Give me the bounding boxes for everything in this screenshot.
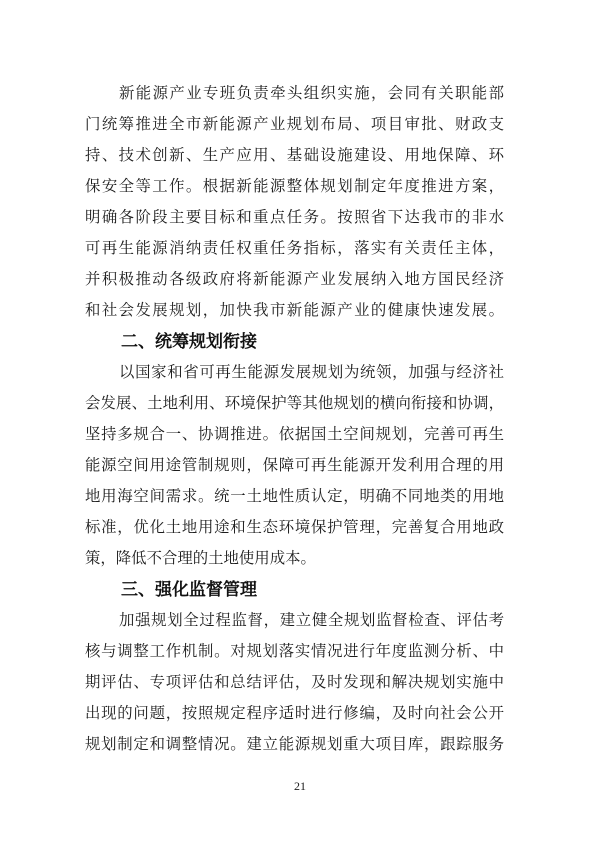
paragraph-line: 策，降低不合理的土地使用成本。 bbox=[85, 550, 316, 567]
paragraph-line: 能源空间用途管制规则，保障可再生能源开发利用合理的用 bbox=[85, 457, 504, 474]
paragraph-line: 保安全等工作。根据新能源整体规划制定年度推进方案， bbox=[85, 178, 504, 195]
paragraph-line: 以国家和省可再生能源发展规划为统领，加强与经济社 bbox=[119, 364, 504, 381]
paragraph-line: 可再生能源消纳责任权重任务指标，落实有关责任主体， bbox=[85, 240, 504, 257]
paragraph-line: 标准，优化土地用途和生态环境保护管理，完善复合用地政 bbox=[85, 519, 504, 536]
paragraph-line: 会发展、土地利用、环境保护等其他规划的横向衔接和协调， bbox=[85, 395, 504, 412]
section-heading: 三、强化监督管理 bbox=[121, 580, 257, 599]
paragraph-line: 和社会发展规划，加快我市新能源产业的健康快速发展。 bbox=[85, 302, 504, 319]
section-heading: 二、统筹规划衔接 bbox=[121, 332, 257, 351]
paragraph bbox=[85, 605, 504, 760]
paragraph-line: 持、技术创新、生产应用、基础设施建设、用地保障、环 bbox=[85, 147, 504, 164]
paragraph-line: 规划制定和调整情况。建立能源规划重大项目库，跟踪服务 bbox=[85, 736, 504, 753]
paragraph bbox=[85, 357, 504, 574]
paragraph-line: 门统筹推进全市新能源产业规划布局、项目审批、财政支 bbox=[85, 116, 504, 133]
paragraph-line: 新能源产业专班负责牵头组织实施，会同有关职能部 bbox=[119, 85, 504, 102]
paragraph-line: 明确各阶段主要目标和重点任务。按照省下达我市的非水 bbox=[85, 209, 504, 226]
paragraph-line: 并积极推动各级政府将新能源产业发展纳入地方国民经济 bbox=[85, 271, 504, 288]
page-number: 21 bbox=[294, 779, 306, 793]
paragraph-line: 核与调整工作机制。对规划落实情况进行年度监测分析、中 bbox=[85, 643, 504, 660]
document-body bbox=[85, 78, 504, 760]
paragraph bbox=[85, 78, 504, 326]
paragraph-line: 坚持多规合一、协调推进。依据国土空间规划，完善可再生 bbox=[85, 426, 504, 443]
paragraph-line: 地用海空间需求。统一土地性质认定，明确不同地类的用地 bbox=[85, 488, 504, 505]
paragraph-line: 期评估、专项评估和总结评估，及时发现和解决规划实施中 bbox=[85, 674, 504, 691]
paragraph-line: 加强规划全过程监督，建立健全规划监督检查、评估考 bbox=[119, 612, 504, 629]
paragraph-line: 出现的问题，按照规定程序适时进行修编，及时向社会公开 bbox=[85, 705, 504, 722]
